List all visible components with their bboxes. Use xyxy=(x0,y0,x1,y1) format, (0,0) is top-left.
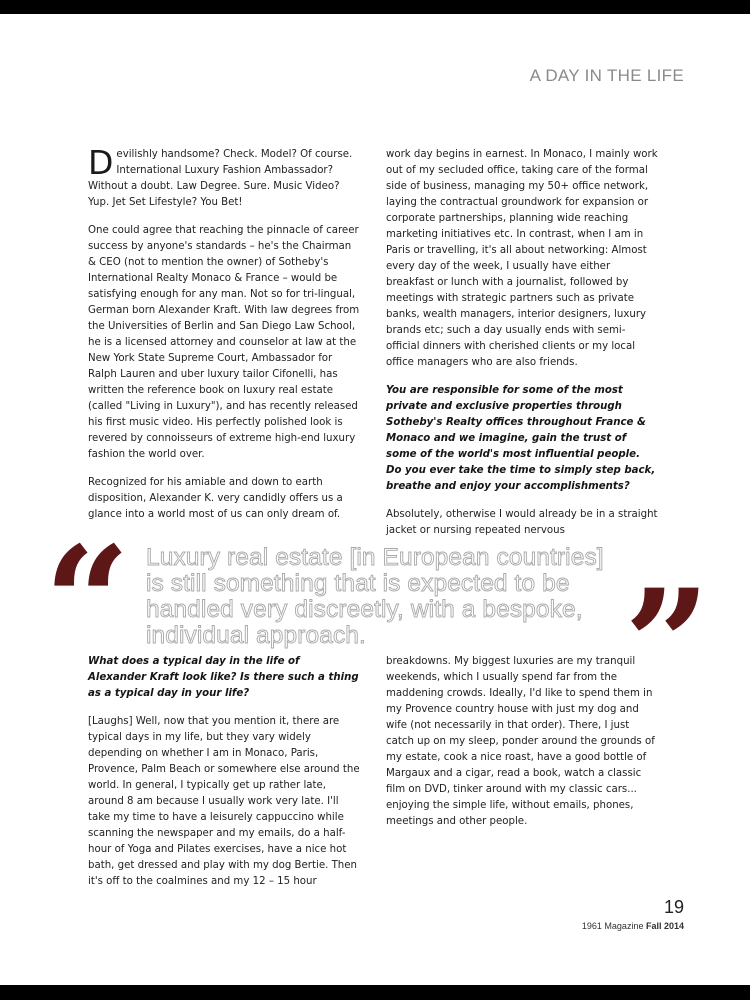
magazine-name: 1961 Magazine xyxy=(581,921,644,931)
bottom-black-bar xyxy=(0,985,750,1000)
pull-quote: Luxury real estate [in European countries] is still something that is expected to be handled very discreetly, with a bespoke, individual approach. xyxy=(146,544,604,649)
intro-text: evilishly handsome? Check. Model? Of course. International Luxury Fashion Ambassador? Without a doubt. Law Degree. Sure. Music Video? Yup. Jet Set Lifestyle? You Bet! xyxy=(88,149,353,208)
close-quote-icon: ” xyxy=(624,557,711,733)
section-title: A DAY IN THE LIFE xyxy=(529,66,684,85)
interview-answer: Absolutely, otherwise I would already be in a straight jacket or nursing repeated nervous xyxy=(386,509,658,536)
column-bottom-left xyxy=(88,654,360,902)
magazine-footer xyxy=(582,921,684,931)
issue-label: Fall 2014 xyxy=(645,921,684,931)
intro-paragraph xyxy=(88,143,360,211)
column-top-left xyxy=(88,143,360,535)
body-paragraph: breakdowns. My biggest luxuries are my tranquil weekends, which I usually spend far from the maddening crowds. Ideally, I'd like to spend them in my Provence country house with just my dog and wife (not necessarily in that order). There, I just catch up on my sleep, ponder around the grounds of my estate, cook a nice roast, have a good bottle of Margaux and a cigar, read a book, watch a classic film on DVD, tinker around with my classic cars... enjoying the simple life, without emails, phones, meetings and other people. xyxy=(386,656,655,827)
drop-cap: D xyxy=(88,143,114,182)
body-paragraph: Recognized for his amiable and down to earth disposition, Alexander K. very candidly offers us a glance into a world most of us can only dream of. xyxy=(88,477,343,520)
open-quote-icon: “ xyxy=(44,514,131,690)
interview-question: You are responsible for some of the most private and exclusive properties through Sotheby's Realty offices throughout France & Monaco and we imagine, gain the trust of some of the world's most influential people. Do you ever take the time to simply step back, breathe and enjoy your accomplishments? xyxy=(386,385,656,492)
top-black-bar xyxy=(0,0,750,14)
body-paragraph: work day begins in earnest. In Monaco, I mainly work out of my secluded office, taking care of the formal side of business, managing my 50+ office network, laying the contractual groundwork for expansion or corporate partnerships, planning wide reaching marketing initiatives etc. In contrast, when I am in Paris or travelling, it's all about networking: Almost every day of the week, I usually have either breakfast or lunch with a journalist, followed by meetings with strategic partners such as private banks, wealth managers, interior designers, luxury brands etc; such a day usually ends with semi-official dinners with cherished clients or my local office managers who are also friends. xyxy=(386,149,658,368)
interview-question: What does a typical day in the life of Alexander Kraft look like? Is there such a thing as a typical day in your life? xyxy=(88,656,359,699)
column-top-right xyxy=(386,147,658,551)
page-number: 19 xyxy=(663,897,684,917)
interview-answer: [Laughs] Well, now that you mention it, there are typical days in my life, but they vary widely depending on whether I am in Monaco, Paris, Provence, Palm Beach or somewhere else around the world. In general, I typically get up rather late, around 8 am because I usually work very late. I'll take my time to have a leisurely cappuccino while scanning the newspaper and my emails, do a half-hour of Yoga and Pilates exercises, have a nice hot bath, get dressed and play with my dog Bertie. Then it's off to the coalmines and my 12 – 15 hour xyxy=(88,716,360,887)
column-bottom-right xyxy=(386,654,658,842)
body-paragraph: One could agree that reaching the pinnacle of career success by anyone's standards – he's the Chairman & CEO (not to mention the owner) of Sotheby's International Realty Monaco & France – would be satisfying enough for any man. Not so for tri-lingual, German born Alexander Kraft. With law degrees from the Universities of Berlin and San Diego Law School, he is a licensed attorney and counselor at law at the New York State Supreme Court, Ambassador for Ralph Lauren and uber luxury tailor Cifonelli, has written the reference book on luxury real estate (called "Living in Luxury"), and has recently released his first music video. His perfectly polished look is revered by connoisseurs of extreme high-end luxury fashion the world over. xyxy=(88,225,360,460)
